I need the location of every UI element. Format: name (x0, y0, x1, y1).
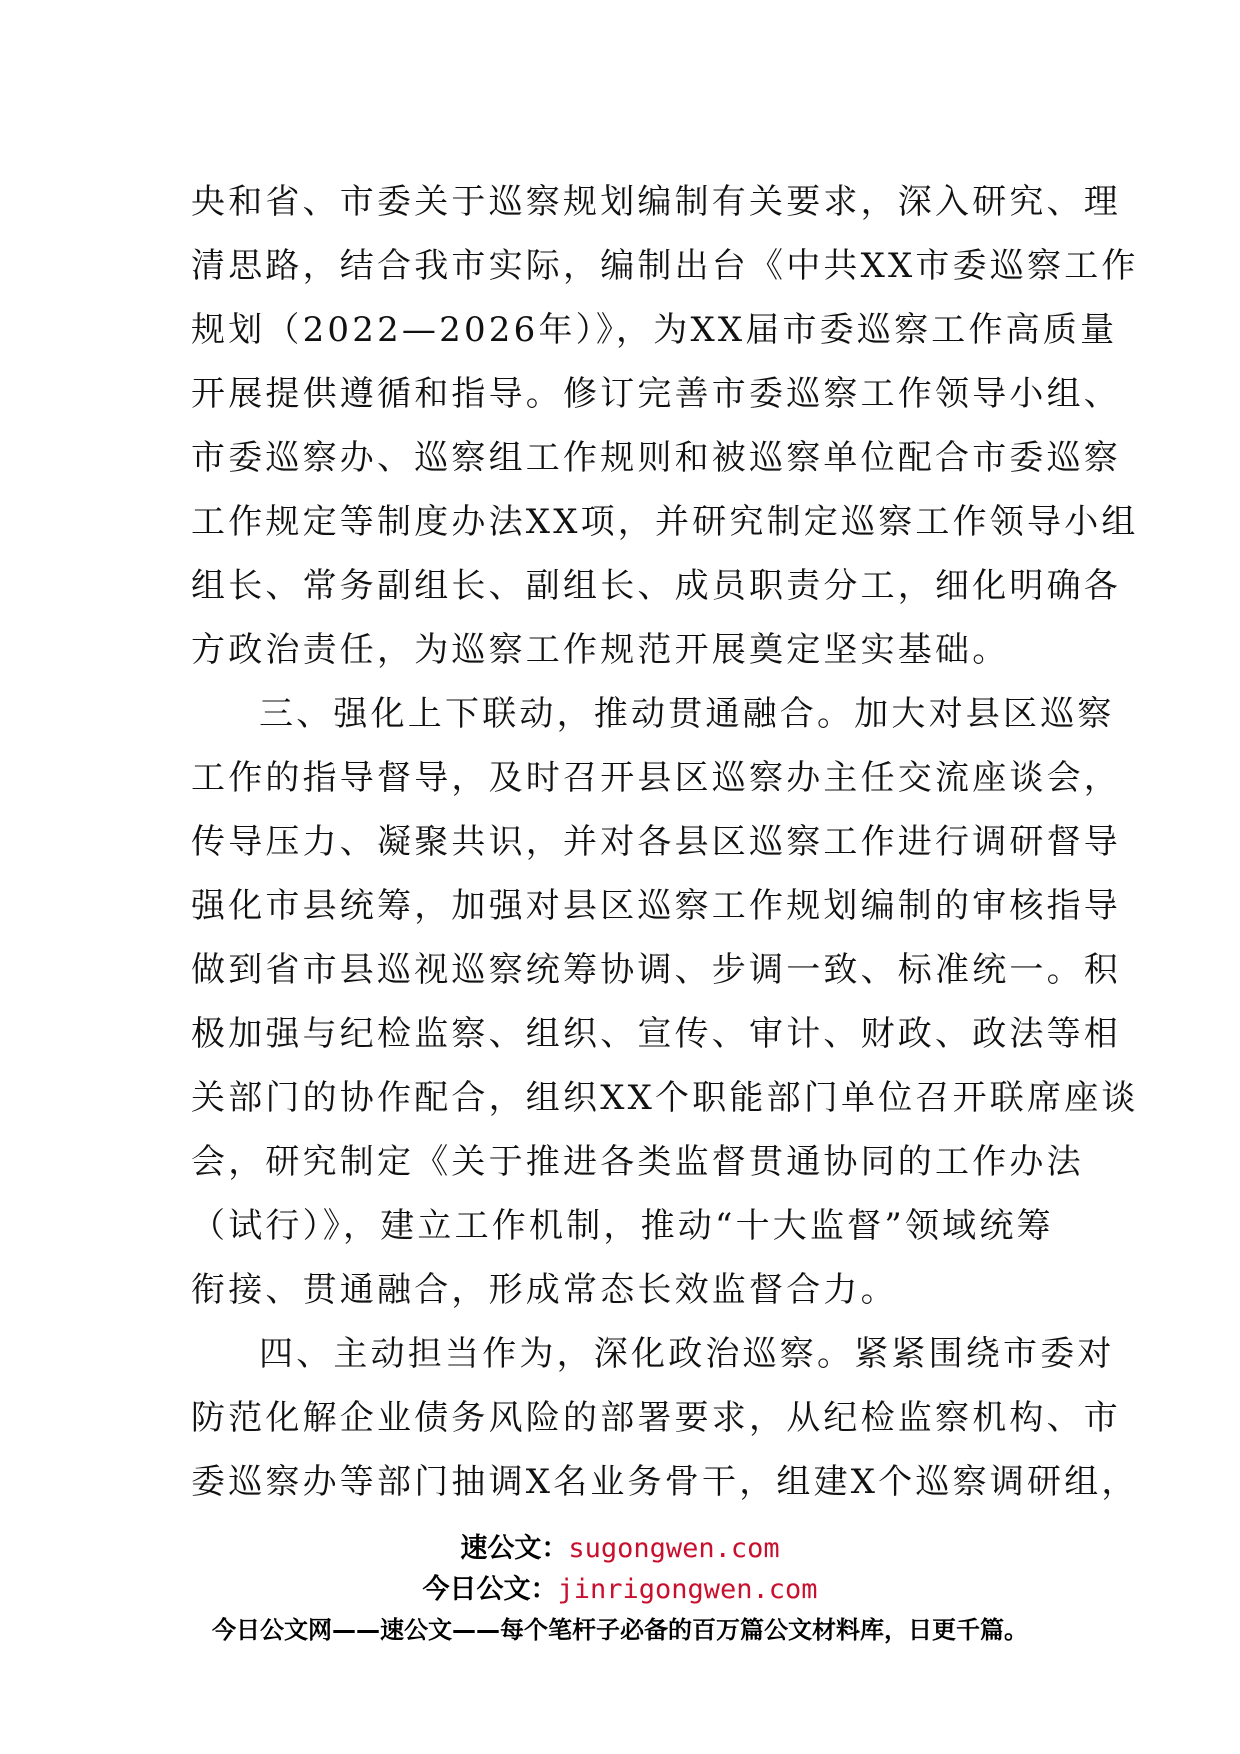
text-line: 方政治责任，为巡察工作规范开展奠定坚实基础。 (191, 630, 1010, 670)
footer-tagline: 今日公文网——速公文——每个笔杆子必备的百万篇公文材料库，日更千篇。 (212, 1616, 1028, 1644)
text-line: 衔接、贯通融合，形成常态长效监督合力。 (191, 1270, 898, 1310)
document-body (191, 170, 1139, 1514)
footer-label-jinrigongwen: 今日公文： (422, 1574, 558, 1605)
text-line: 极加强与纪检监察、组织、宣传、审计、财政、政法等相 (191, 1014, 1121, 1054)
text-line: 市委巡察办、巡察组工作规则和被巡察单位配合市委巡察 (191, 438, 1121, 478)
footer-label-sugongwen: 速公文： (460, 1533, 569, 1564)
footer-jinrigongwen (0, 1571, 1240, 1609)
text-line: 清思路，结合我市实际，编制出台《中共XX市委巡察工作 (191, 246, 1139, 286)
text-line: 传导压力、凝聚共识，并对各县区巡察工作进行调研督导 (191, 822, 1121, 862)
text-line: （试行）》，建立工作机制，推动“十大监督”领域统筹 (191, 1206, 1054, 1246)
text-line: 规划（2022—2026年）》，为XX届市委巡察工作高质量 (191, 310, 1118, 350)
footer-link-jinrigongwen[interactable]: jinrigongwen.com (557, 1574, 818, 1605)
footer-sugongwen (0, 1530, 1240, 1568)
text-line: 开展提供遵循和指导。修订完善市委巡察工作领导小组、 (191, 374, 1121, 414)
footer-link-sugongwen[interactable]: sugongwen.com (568, 1533, 780, 1564)
text-line: 组长、常务副组长、副组长、成员职责分工，细化明确各 (191, 566, 1121, 606)
text-line: 工作规定等制度办法XX项，并研究制定巡察工作领导小组 (191, 502, 1139, 542)
text-line: 做到省市县巡视巡察统筹协调、步调一致、标准统一。积 (191, 950, 1121, 990)
text-line: 会，研究制定《关于推进各类监督贯通协同的工作办法 (191, 1142, 1084, 1182)
text-line: 委巡察办等部门抽调X名业务骨干，组建X个巡察调研组， (191, 1462, 1139, 1502)
text-line: 防范化解企业债务风险的部署要求，从纪检监察机构、市 (191, 1398, 1121, 1438)
section-heading-line: 四、主动担当作为，深化政治巡察。紧紧围绕市委对 (259, 1334, 1115, 1374)
text-line: 关部门的协作配合，组织XX个职能部门单位召开联席座谈 (191, 1078, 1139, 1118)
text-line: 强化市县统筹，加强对县区巡察工作规划编制的审核指导 (191, 886, 1121, 926)
text-line: 工作的指导督导，及时召开县区巡察办主任交流座谈会， (191, 758, 1121, 798)
section-heading-line: 三、强化上下联动，推动贯通融合。加大对县区巡察 (259, 694, 1115, 734)
text-line: 央和省、市委关于巡察规划编制有关要求，深入研究、理 (191, 182, 1121, 222)
